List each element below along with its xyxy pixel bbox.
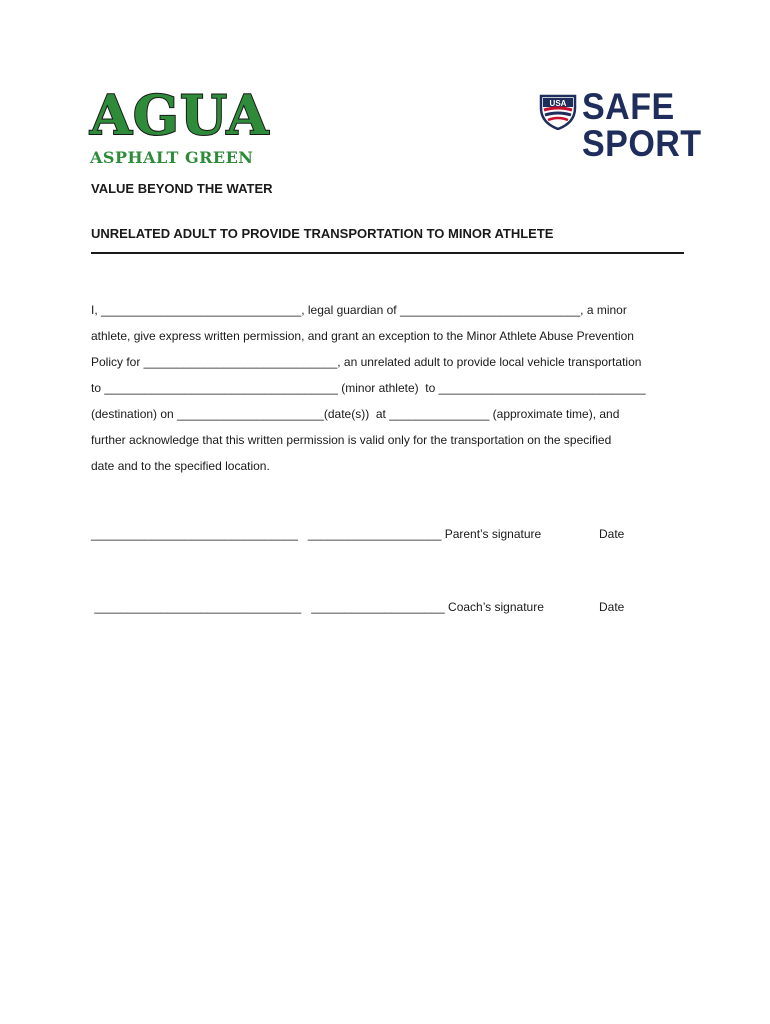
sport-word: SPORT bbox=[582, 123, 702, 164]
safe-sport-logo bbox=[538, 86, 702, 168]
usa-swimming-badge-icon bbox=[538, 94, 578, 130]
permission-statement bbox=[91, 297, 691, 479]
agua-logo bbox=[90, 83, 280, 167]
agua-logo-wordmark: AGUA bbox=[90, 83, 270, 147]
statement-line: Policy for _____________________________, an unrelated adult to provide local vehicle transportation bbox=[91, 355, 642, 369]
statement-line: (destination) on ______________________(date(s)) at _______________ (approximate time), and bbox=[91, 407, 620, 421]
tagline: VALUE BEYOND THE WATER bbox=[91, 181, 273, 196]
form-title: UNRELATED ADULT TO PROVIDE TRANSPORTATION TO MINOR ATHLETE bbox=[91, 226, 554, 241]
coach-signature-line[interactable]: _______________________________ ____________________ Coach’s signature bbox=[91, 600, 544, 614]
parent-signature-line[interactable]: _______________________________ ____________________ Parent’s signature bbox=[91, 527, 542, 541]
safe-word: SAFE bbox=[582, 86, 675, 127]
statement-line: athlete, give express written permission, and grant an exception to the Minor Athlete Abuse Prevention bbox=[91, 329, 634, 343]
safe-sport-wordmark bbox=[582, 88, 702, 162]
title-divider bbox=[91, 252, 684, 254]
statement-line: date and to the specified location. bbox=[91, 459, 270, 473]
statement-line: further acknowledge that this written permission is valid only for the transportation on the specified bbox=[91, 433, 612, 447]
asphalt-green-wordmark: ASPHALT GREEN bbox=[90, 148, 254, 167]
usa-badge-text: USA bbox=[549, 99, 567, 108]
statement-line: to ___________________________________ (minor athlete) to _______________________________ bbox=[91, 381, 646, 395]
statement-line: I, ______________________________, legal guardian of ___________________________, a minor bbox=[91, 303, 627, 317]
coach-date-label: Date bbox=[599, 600, 625, 614]
parent-date-label: Date bbox=[599, 527, 625, 541]
